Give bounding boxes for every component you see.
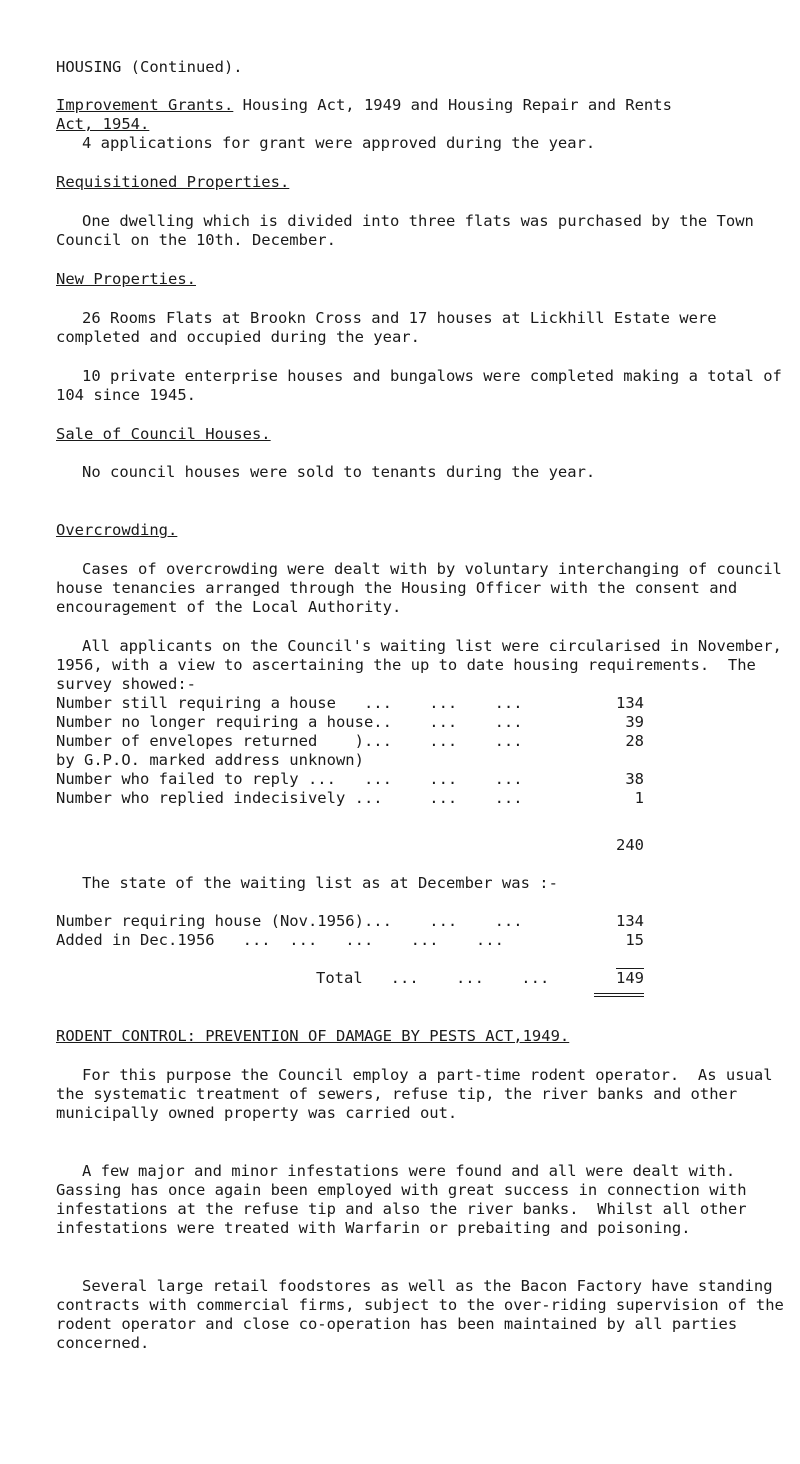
- survey-row: Number who replied indecisively ... ... ... 1: [56, 789, 644, 807]
- survey-total-row: [56, 836, 756, 855]
- new-properties-para2: 10 private enterprise houses and bungalows were completed making a total of 104 since 1945.: [56, 367, 792, 404]
- rodent-para3: Several large retail foodstores as well as the Bacon Factory have standing contracts with commercial firms, subject to the over-riding supervision of the rodent operator and close co-operation has been maintained by all parties concerned.: [56, 1277, 794, 1352]
- double-underline: [594, 993, 644, 997]
- new-properties-para1: 26 Rooms Flats at Brookn Cross and 17 houses at Lickhill Estate were completed and occupied during the year.: [56, 309, 726, 346]
- survey-total: 240: [616, 836, 644, 854]
- requisitioned-heading: Requisitioned Properties.: [56, 173, 290, 191]
- rodent-heading: RODENT CONTROL: PREVENTION OF DAMAGE BY PESTS ACT,1949.: [56, 1027, 570, 1045]
- overcrowding-para2: All applicants on the Council's waiting list were circularised in November, 1956, with a view to ascertaining the up to date housing requirements. The survey showed:-: [56, 637, 792, 693]
- improvement-heading-rest: Housing Act, 1949 and Housing Repair and Rents: [233, 96, 672, 114]
- waiting-total-row: [56, 969, 756, 988]
- waiting-row: Number requiring house (Nov.1956)... ... ... 134: [56, 912, 644, 930]
- overcrowding-para1: Cases of overcrowding were dealt with by voluntary interchanging of council house tenancies arranged through the Housing Officer with the consent and encouragement of the Local Authority.: [56, 560, 792, 616]
- rodent-para2: A few major and minor infestations were found and all were dealt with. Gassing has once again been employed with great success in connection with infestations at the refuse tip and also the river banks. Whilst all other infestations were treated with Warfarin or prebaiting and poisoning.: [56, 1162, 756, 1237]
- sale-heading: Sale of Council Houses.: [56, 425, 271, 443]
- improvement-heading-line2: Act, 1954.: [56, 115, 150, 133]
- survey-row: Number still requiring a house ... ... ... 134: [56, 694, 644, 712]
- survey-row: by G.P.O. marked address unknown): [56, 751, 364, 769]
- new-properties-heading: New Properties.: [56, 270, 196, 288]
- overcrowding-heading: Overcrowding.: [56, 521, 178, 539]
- waiting-row: Added in Dec.1956 ... ... ... ... ... 15: [56, 931, 644, 949]
- waiting-total: 149: [616, 969, 644, 987]
- improvement-heading-line: [56, 96, 786, 115]
- requisitioned-text: One dwelling which is divided into three flats was purchased by the Town Council on the 10th. December.: [56, 212, 764, 249]
- survey-row: Number who failed to reply ... ... ... ... 38: [56, 770, 644, 788]
- survey-row: Number of envelopes returned )... ... ... 28: [56, 732, 644, 750]
- section-header: HOUSING (Continued).: [56, 58, 243, 76]
- sale-text: No council houses were sold to tenants during the year.: [82, 463, 596, 481]
- waiting-total-label: Total ... ... ...: [316, 969, 550, 987]
- waiting-intro: The state of the waiting list as at December was :-: [82, 874, 558, 892]
- improvement-text: 4 applications for grant were approved during the year.: [82, 134, 596, 152]
- survey-row: Number no longer requiring a house.. ... ... 39: [56, 713, 644, 731]
- improvement-heading: Improvement Grants.: [56, 96, 234, 114]
- rodent-para1: For this purpose the Council employ a part-time rodent operator. As usual the systematic treatment of sewers, refuse tip, the river banks and other municipally owned property was carried out.: [56, 1066, 782, 1122]
